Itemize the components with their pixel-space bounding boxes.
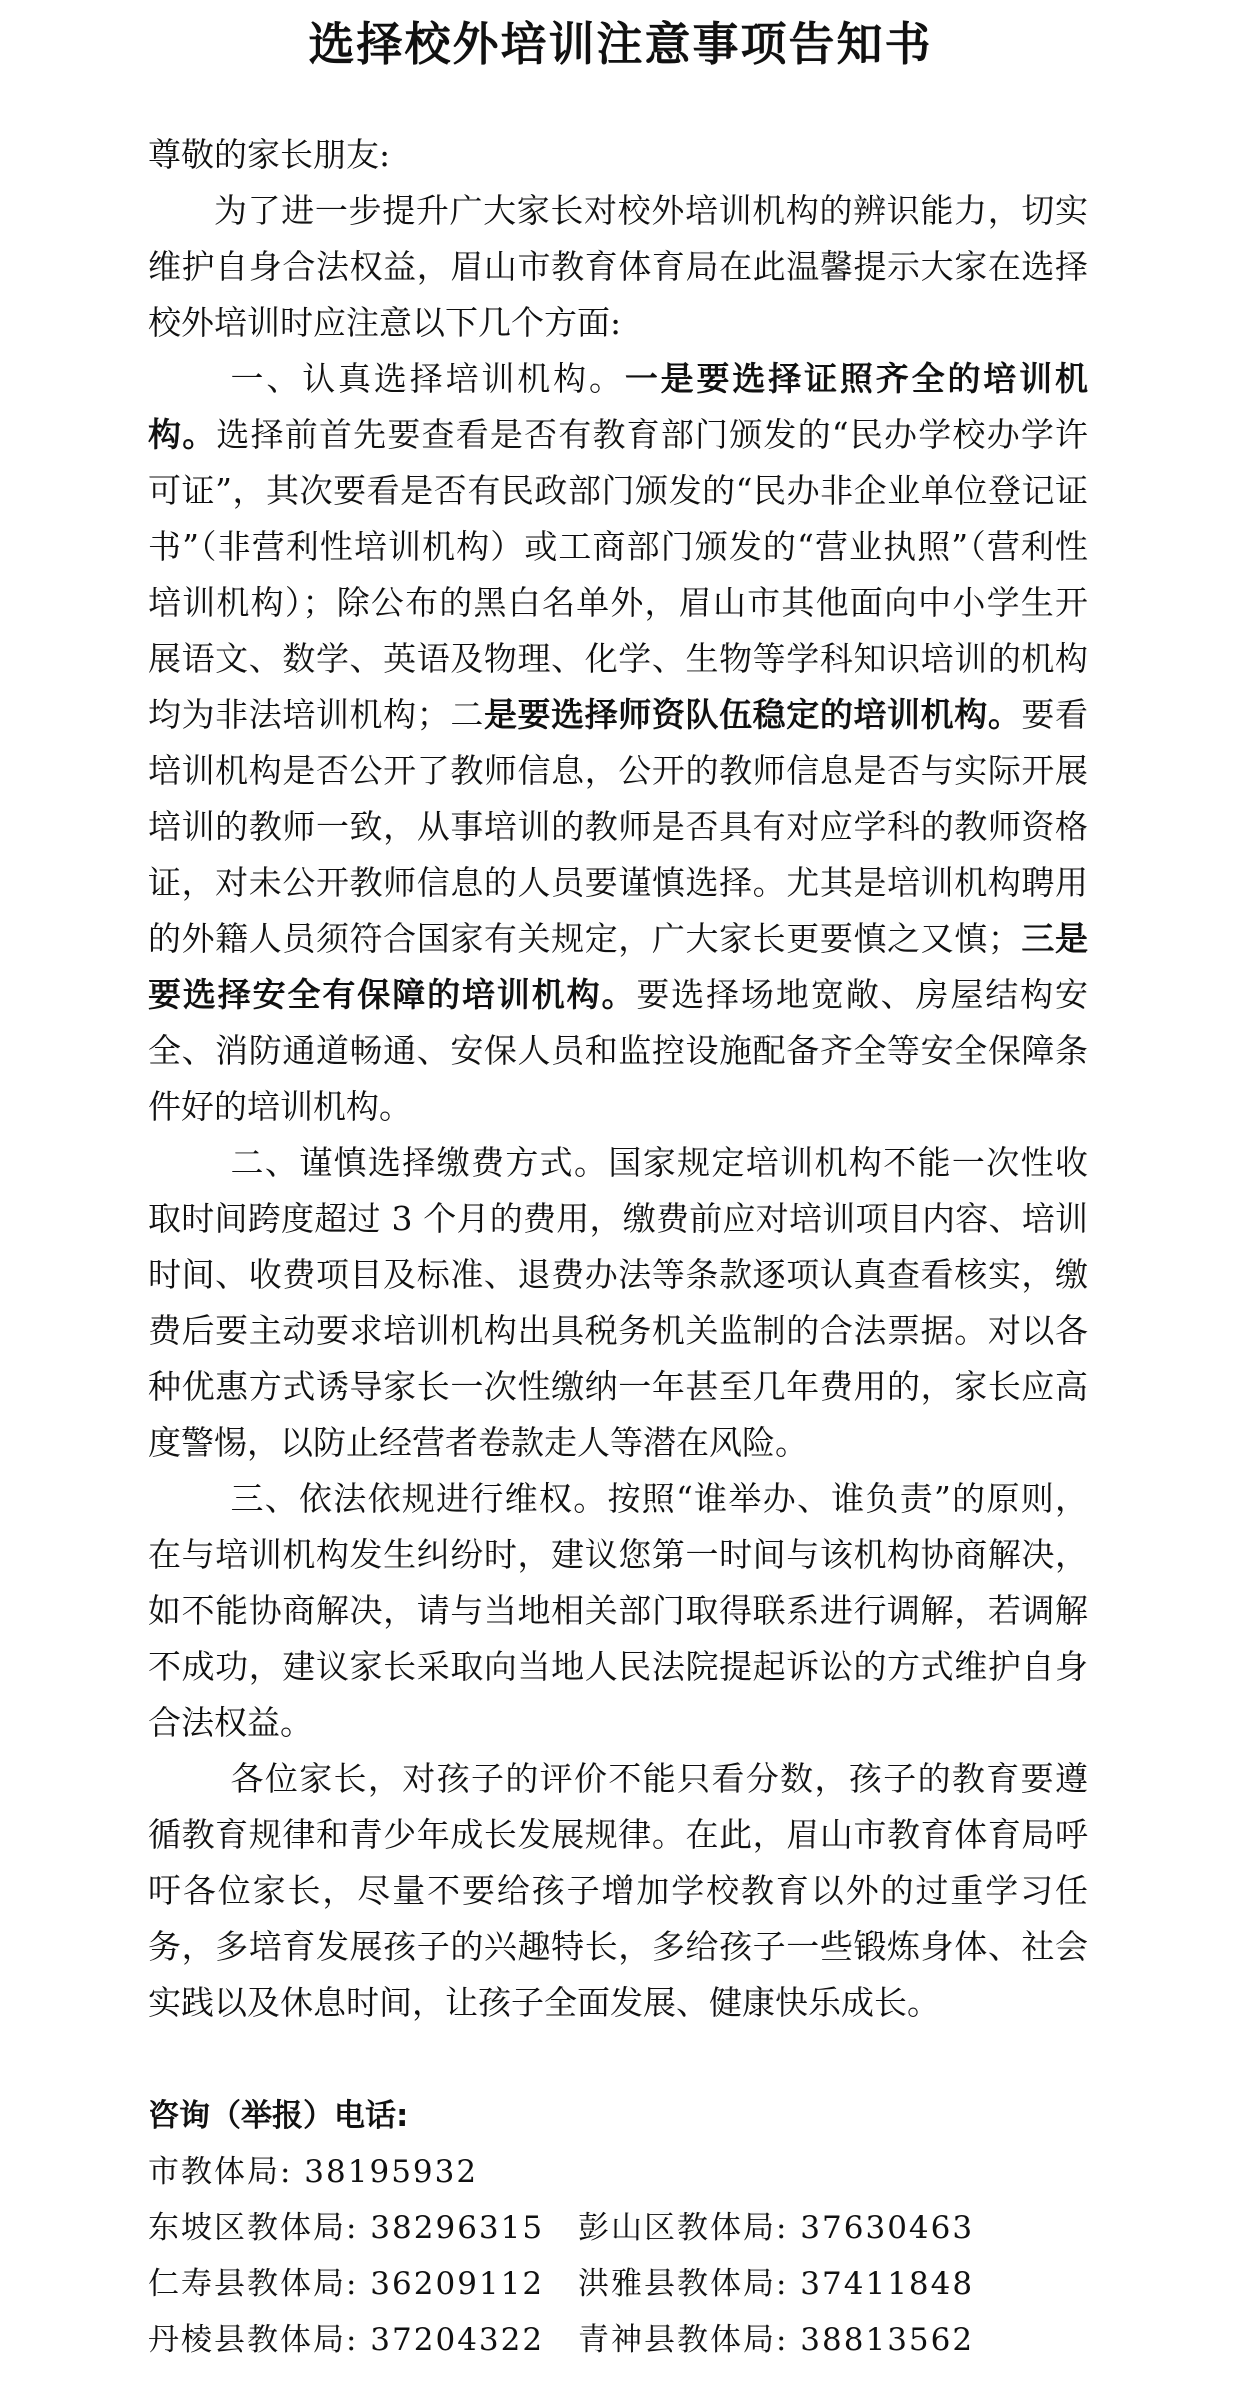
contact-qingshen: 青神县教体局: 38813562 xyxy=(578,2322,975,2358)
closing-paragraph: 各位家长，对孩子的评价不能只看分数，孩子的教育要遵循教育规律和青少年成长发展规律。在此，眉山市教育体育局呼吁各位家长，尽量不要给孩子增加学校教育以外的过重学习任务，多培育发展孩子的兴趣特长，多给孩子一些锻炼身体、社会实践以及休息时间，让孩子全面发展、健康快乐成长。 xyxy=(148,1759,1088,2022)
contact-city: 市教体局: 38195932 xyxy=(148,2154,479,2190)
contact-section xyxy=(148,2088,1108,2368)
contact-row xyxy=(148,2312,1108,2368)
letter-body xyxy=(148,127,1088,2031)
section-three-paragraph: 三、依法依规进行维权。按照“谁举办、谁负责”的原则，在与培训机构发生纠纷时，建议您第一时间与该机构协商解决，如不能协商解决，请与当地相关部门取得联系进行调解，若调解不成功，建议家长采取向当地人民法院提起诉讼的方式维护自身合法权益。 xyxy=(148,1479,1088,1742)
point-one-text: 选择前首先要查看是否有教育部门颁发的“民办学校办学许可证”，其次要看是否有民政部门颁发的“民办非企业单位登记证书”（非营利性培训机构）或工商部门颁发的“营业执照”（营利性培训机构）；除公布的黑白名单外，眉山市其他面向中小学生开展语文、数学、英语及物理、化学、生物等学科知识培训的机构均为非法培训机构；二 xyxy=(148,415,1089,734)
contact-dongpo: 东坡区教体局: 38296315 xyxy=(148,2210,545,2246)
intro-paragraph: 为了进一步提升广大家长对校外培训机构的辨识能力，切实维护自身合法权益，眉山市教育体育局在此温馨提示大家在选择校外培训时应注意以下几个方面: xyxy=(148,191,1088,342)
contact-row xyxy=(148,2200,1108,2256)
point-three-heading: 三是要选择安全有保障的培训机构。 xyxy=(148,919,1089,1014)
section-one-paragraph xyxy=(148,351,1088,1135)
point-two-text: 要看培训机构是否公开了教师信息，公开的教师信息是否与实际开展培训的教师一致，从事培训的教师是否具有对应学科的教师资格证，对未公开教师信息的人员要谨慎选择。尤其是培训机构聘用的外籍人员须符合国家有关规定，广大家长更要慎之又慎； xyxy=(148,695,1089,958)
point-three-text: 要选择场地宽敞、房屋结构安全、消防通道畅通、安保人员和监控设施配备齐全等安全保障条件好的培训机构。 xyxy=(148,975,1089,1126)
contact-hongya: 洪雅县教体局: 37411848 xyxy=(578,2266,975,2302)
point-two-heading: 是要选择师资队伍稳定的培训机构。 xyxy=(483,695,1022,734)
point-one-heading: 一是要选择证照齐全的培训机构。 xyxy=(148,359,1089,454)
section-two-paragraph: 二、谨慎选择缴费方式。国家规定培训机构不能一次性收取时间跨度超过 3 个月的费用，缴费前应对培训项目内容、培训时间、收费项目及标准、退费办法等条款逐项认真查看核实，缴费后要主动要求培训机构出具税务机关监制的合法票据。对以各种优惠方式诱导家长一次性缴纳一年甚至几年费用的，家长应高度警惕，以防止经营者卷款走人等潜在风险。 xyxy=(148,1143,1088,1462)
contact-pengshan: 彭山区教体局: 37630463 xyxy=(578,2210,975,2246)
contact-heading: 咨询（举报）电话: xyxy=(148,2098,409,2134)
contact-renshou: 仁寿县教体局: 36209112 xyxy=(148,2266,545,2302)
contact-row xyxy=(148,2256,1108,2312)
document-title: 选择校外培训注意事项告知书 xyxy=(308,17,933,71)
section-one-lead: 一、认真选择培训机构。 xyxy=(230,359,625,398)
greeting: 尊敬的家长朋友: xyxy=(148,135,391,174)
contact-danleng: 丹棱县教体局: 37204322 xyxy=(148,2322,545,2358)
